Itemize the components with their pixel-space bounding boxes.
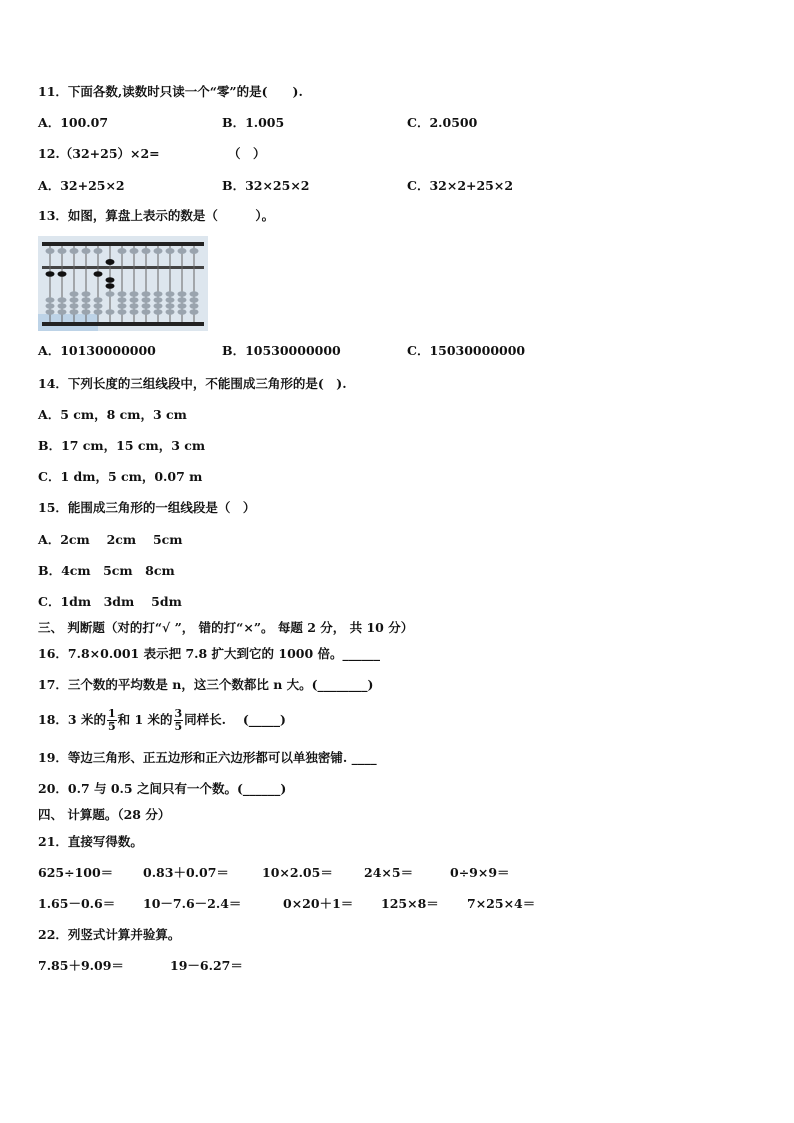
abacus-bead	[118, 248, 127, 254]
q12-option-b: B．32×25×2	[222, 178, 310, 193]
q12-answer-paren: （ ）	[228, 146, 266, 161]
q21-calc: 10－7.6－2.4＝	[143, 896, 242, 911]
abacus-bead	[58, 248, 67, 254]
q11-option-a: A．100.07	[38, 115, 109, 130]
abacus-bead	[154, 248, 163, 254]
abacus-bead	[166, 297, 175, 303]
abacus-bead	[70, 297, 79, 303]
abacus-bead	[154, 303, 163, 309]
q21-stem: 21．直接写得数。	[38, 834, 143, 849]
abacus-bead	[94, 271, 103, 277]
abacus-bead	[46, 297, 55, 303]
abacus-bead	[154, 291, 163, 297]
q22-stem: 22．列竖式计算并验算。	[38, 927, 181, 942]
abacus-bead	[82, 291, 91, 297]
abacus-bead	[58, 303, 67, 309]
abacus-bead	[130, 309, 139, 315]
abacus-bead	[154, 297, 163, 303]
q19-text: 19．等边三角形、正五边形和正六边形都可以单独密铺. ____	[38, 750, 377, 765]
q12-option-a: A．32+25×2	[38, 178, 125, 193]
q20-text: 20．0.7 与 0.5 之间只有一个数。(______)	[38, 781, 287, 796]
q14-stem: 14．下列长度的三组线段中，不能围成三角形的是( ).	[38, 376, 347, 391]
abacus-bead	[178, 297, 187, 303]
q13-stem: 13．如图，算盘上表示的数是（ ）。	[38, 208, 275, 223]
abacus-bead	[130, 303, 139, 309]
abacus-bead	[142, 303, 151, 309]
q15-option-a: A．2cm 2cm 5cm	[38, 532, 183, 547]
abacus-bead	[154, 309, 163, 315]
q21-calc: 0÷9×9＝	[450, 865, 510, 880]
q14-option-a: A．5 cm，8 cm，3 cm	[38, 407, 187, 422]
abacus-beam	[42, 266, 204, 269]
abacus-bead	[58, 309, 67, 315]
q22-item: 19－6.27＝	[170, 958, 243, 973]
q18-fraction-1: $\frac{1}{5}$	[107, 707, 116, 733]
abacus-drawing	[38, 236, 208, 331]
abacus-bead	[46, 271, 55, 277]
abacus-bead	[94, 297, 103, 303]
q13-option-c: C．15030000000	[407, 343, 526, 358]
abacus-bead	[130, 297, 139, 303]
q18-text	[38, 704, 286, 736]
section-3-heading: 三、 判断题（对的打“√ ”， 错的打“×”。 每题 2 分， 共 10 分）	[38, 620, 414, 635]
abacus-bead	[82, 309, 91, 315]
abacus-bead	[46, 248, 55, 254]
abacus-bead	[106, 283, 115, 289]
q16-text: 16．7.8×0.001 表示把 7.8 扩大到它的 1000 倍。______	[38, 646, 381, 661]
q13-option-a: A．10130000000	[38, 343, 156, 358]
q17-text: 17．三个数的平均数是 n，这三个数都比 n 大。(________)	[38, 677, 374, 692]
abacus-bead	[178, 248, 187, 254]
abacus-image	[38, 236, 208, 331]
abacus-bead	[58, 271, 67, 277]
q21-calc: 625÷100＝	[38, 865, 114, 880]
q15-option-c: C．1dm 3dm 5dm	[38, 594, 182, 609]
q18-post: 同样长. (_____)	[184, 712, 286, 727]
abacus-bead	[82, 303, 91, 309]
abacus-bead	[142, 248, 151, 254]
abacus-bead	[106, 309, 115, 315]
abacus-frame-bottom	[42, 322, 204, 326]
q18-mid: 和 1 米的	[117, 712, 173, 727]
q14-option-c: C．1 dm，5 cm，0.07 m	[38, 469, 203, 484]
abacus-bead	[118, 309, 127, 315]
abacus-bead	[130, 248, 139, 254]
q15-stem: 15．能围成三角形的一组线段是（ ）	[38, 500, 256, 515]
abacus-bead	[190, 309, 199, 315]
abacus-bead	[178, 309, 187, 315]
abacus-bead	[166, 248, 175, 254]
q13-option-b: B．10530000000	[222, 343, 341, 358]
abacus-bead	[82, 248, 91, 254]
abacus-bead	[46, 303, 55, 309]
abacus-bead	[178, 303, 187, 309]
q21-calc: 10×2.05＝	[262, 865, 333, 880]
q15-option-b: B．4cm 5cm 8cm	[38, 563, 175, 578]
abacus-bead	[118, 291, 127, 297]
abacus-bead	[118, 297, 127, 303]
q11-stem: 11．下面各数,读数时只读一个“零”的是( ).	[38, 84, 303, 99]
q18-fraction-2: $\frac{3}{5}$	[174, 707, 183, 733]
q21-calc: 0.83＋0.07＝	[143, 865, 229, 880]
abacus-bead	[46, 309, 55, 315]
abacus-bead	[94, 309, 103, 315]
abacus-bead	[106, 277, 115, 283]
abacus-bead	[190, 291, 199, 297]
q14-option-b: B．17 cm，15 cm，3 cm	[38, 438, 206, 453]
abacus-bead	[70, 303, 79, 309]
abacus-bead	[58, 297, 67, 303]
abacus-bead	[82, 297, 91, 303]
abacus-bead	[70, 309, 79, 315]
q21-calc: 7×25×4＝	[467, 896, 536, 911]
q18-pre: 18．3 米的	[38, 712, 106, 727]
abacus-bead	[106, 291, 115, 297]
q12-option-c: C．32×2+25×2	[407, 178, 514, 193]
abacus-bead	[118, 303, 127, 309]
abacus-bead	[70, 291, 79, 297]
abacus-bead	[142, 291, 151, 297]
abacus-bead	[106, 259, 115, 265]
abacus-bead	[166, 291, 175, 297]
abacus-bead	[166, 309, 175, 315]
abacus-bead	[166, 303, 175, 309]
q21-calc: 1.65－0.6＝	[38, 896, 116, 911]
q11-option-c: C．2.0500	[407, 115, 478, 130]
abacus-bead	[190, 303, 199, 309]
abacus-bead	[190, 248, 199, 254]
q21-calc: 125×8＝	[381, 896, 439, 911]
abacus-bead	[130, 291, 139, 297]
q21-calc: 24×5＝	[364, 865, 414, 880]
abacus-bead	[190, 297, 199, 303]
q22-item: 7.85＋9.09＝	[38, 958, 124, 973]
section-4-heading: 四、 计算题。（28 分）	[38, 807, 171, 822]
abacus-bead	[94, 248, 103, 254]
q21-calc: 0×20＋1＝	[283, 896, 354, 911]
q12-stem: 12.（32+25）×2=	[38, 146, 160, 161]
abacus-bead	[94, 303, 103, 309]
abacus-bead	[142, 309, 151, 315]
abacus-frame-top	[42, 242, 204, 246]
abacus-bead	[70, 248, 79, 254]
abacus-bead	[142, 297, 151, 303]
abacus-bead	[178, 291, 187, 297]
q11-option-b: B．1.005	[222, 115, 285, 130]
